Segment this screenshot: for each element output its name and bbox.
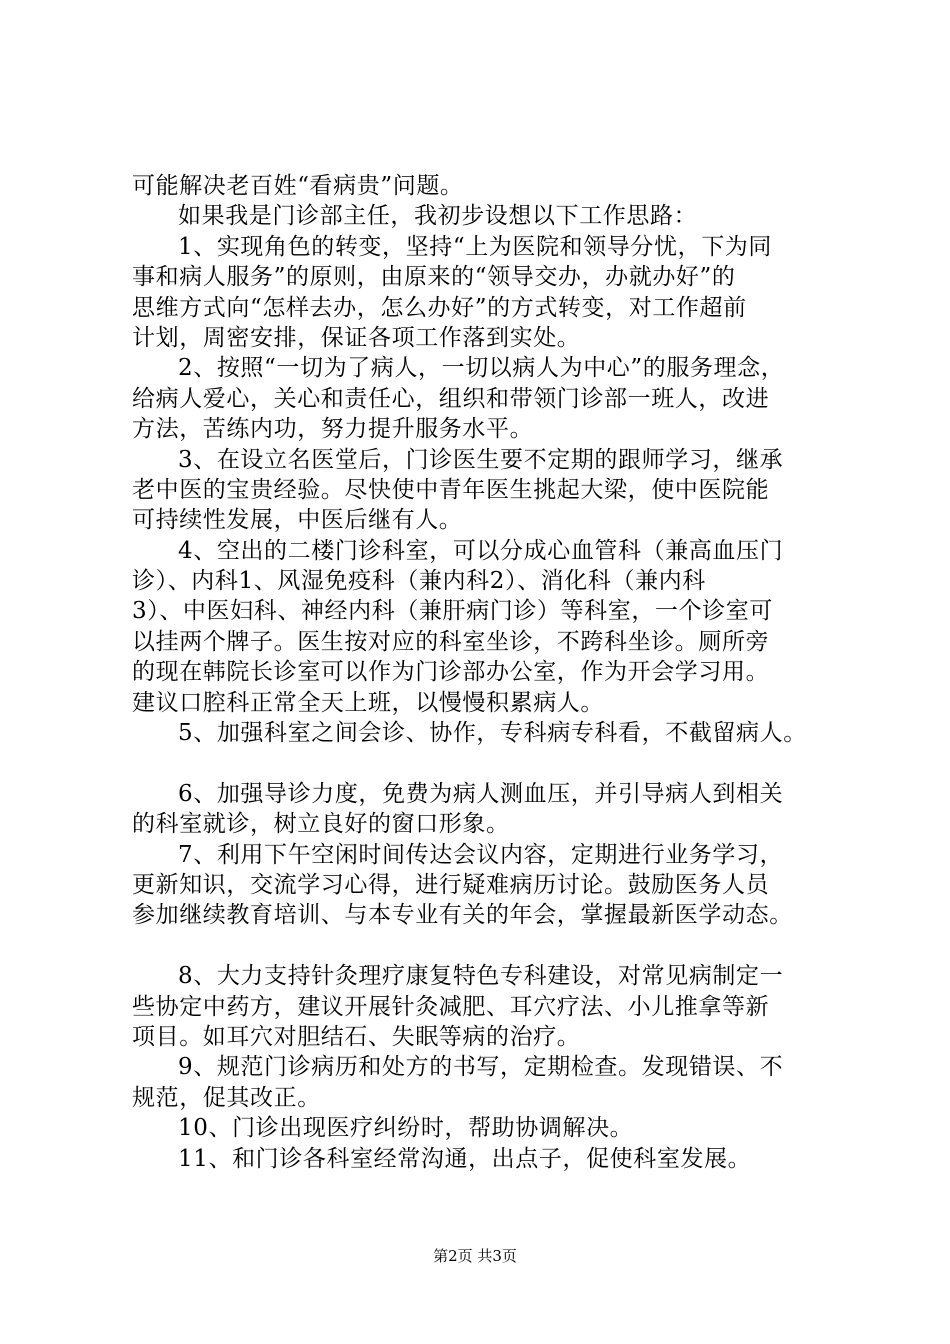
- page-number-footer: 第2页 共3页: [433, 1247, 517, 1265]
- text-line: 给病人爱心，关心和责任心，组织和带领门诊部一班人，改进: [132, 385, 770, 412]
- text-line: 项目。如耳穴对胆结石、失眠等病的治疗。: [132, 1023, 581, 1050]
- text-line: 4、空出的二楼门诊科室，可以分成心血管科（兼高血压门: [178, 537, 784, 564]
- text-line: 11、和门诊各科室经常沟通，出点子，促使科室发展。: [178, 1145, 752, 1172]
- text-line: 8、大力支持针灸理疗康复特色专科建设，对常见病制定一: [178, 963, 784, 990]
- text-line: 建议口腔科正常全天上班，以慢慢积累病人。: [132, 689, 604, 716]
- document-body: [132, 171, 844, 1174]
- text-line: 9、规范门诊病历和处方的书写，定期检查。发现错误、不: [178, 1054, 784, 1081]
- text-line: 些协定中药方，建议开展针灸减肥、耳穴疗法、小儿推拿等新: [132, 993, 770, 1020]
- text-line: 计划，周密安排，保证各项工作落到实处。: [132, 324, 581, 351]
- text-line: 如果我是门诊部主任，我初步设想以下工作思路：: [178, 203, 698, 230]
- text-line: 7、利用下午空闲时间传达会议内容，定期进行业务学习，: [178, 841, 784, 868]
- text-line: 的科室就诊，树立良好的窗口形象。: [132, 811, 510, 838]
- text-line: 更新知识，交流学习心得，进行疑难病历讨论。鼓励医务人员: [132, 871, 770, 898]
- text-line: 诊）、内科1、风湿免疫科（兼内科2）、消化科（兼内科: [132, 568, 706, 595]
- paragraph-gap: [132, 931, 844, 961]
- text-line: 老中医的宝贵经验。尽快使中青年医生挑起大梁，使中医院能: [132, 476, 770, 503]
- text-line: 3、在设立名医堂后，门诊医生要不定期的跟师学习，继承: [178, 446, 784, 473]
- text-line: 参加继续教育培训、与本专业有关的年会，掌握最新医学动态。: [132, 902, 793, 929]
- text-line: 2、按照“一切为了病人，一切以病人为中心”的服务理念，: [178, 355, 785, 382]
- text-line: 事和病人服务”的原则，由原来的“领导交办，办就办好”的: [132, 264, 736, 291]
- text-line: 以挂两个牌子。医生按对应的科室坐诊，不跨科坐诊。厕所旁: [132, 628, 770, 655]
- text-line: 5、加强科室之间会诊、协作，专科病专科看，不截留病人。: [178, 720, 807, 747]
- text-line: 可能解决老百姓“看病贵”问题。: [132, 173, 464, 199]
- text-line: 可持续性发展，中医后继有人。: [132, 507, 463, 534]
- text-line: 6、加强导诊力度，免费为病人测血压，并引导病人到相关: [178, 780, 784, 807]
- text-line: 规范，促其改正。: [132, 1084, 321, 1111]
- text-line: 1、实现角色的转变，坚持“上为医院和领导分忧，下为同: [178, 233, 772, 260]
- text-line: 思维方式向“怎样去办，怎么办好”的方式转变，对工作超前: [132, 294, 747, 321]
- text-line: 方法，苦练内功，努力提升服务水平。: [132, 416, 534, 443]
- paragraph-gap: [132, 748, 844, 778]
- text-line: 3）、中医妇科、神经内科（兼肝病门诊）等科室，一个诊室可: [132, 598, 773, 625]
- text-line: 的现在韩院长诊室可以作为门诊部办公室，作为开会学习用。: [132, 659, 770, 686]
- text-line: 10、门诊出现医疗纠纷时，帮助协调解决。: [178, 1115, 634, 1142]
